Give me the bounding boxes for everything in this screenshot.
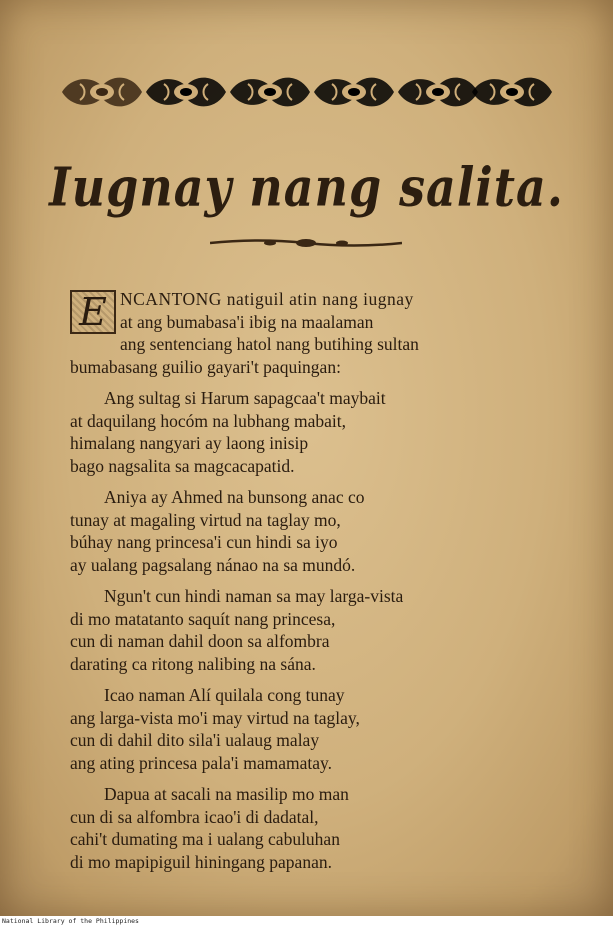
stanza-3	[70, 486, 540, 576]
poem-line: cun di sa alfombra icao'i di dadatal,	[70, 806, 319, 827]
poem-line: cahi't dumating ma i ualang cabuluhan	[70, 829, 340, 849]
poem-line: búhay nang princesa'i cun hindi sa iyo	[70, 532, 338, 552]
poem-line: himalang nangyari ay laong inisip	[70, 433, 309, 453]
poem-line: Dapua at sacali na masilip mo man	[104, 784, 349, 804]
stanza-5	[70, 684, 540, 774]
poem-line: Aniya ay Ahmed na bunsong anac co	[104, 487, 365, 507]
decorative-header-ornament	[62, 66, 552, 118]
source-credit: National Library of the Philippines	[2, 917, 139, 925]
poem-line: bago nagsalita sa magcacapatid.	[70, 455, 295, 476]
poem-line: di mo mapipiguil hiningang papanan.	[70, 851, 332, 872]
decorative-divider	[210, 236, 402, 250]
poem-line: Ngun't cun hindi naman sa may larga-vista	[104, 586, 404, 606]
poem-line: NCANTONG natiguil atin nang iugnay	[120, 289, 414, 309]
poem-line: ang sentenciang hatol nang butihing sultan	[120, 334, 419, 354]
poem-line: ay ualang pagsalang nánao na sa mundó.	[70, 554, 356, 575]
poem-line: cun di naman dahil doon sa alfombra	[70, 631, 330, 651]
poem-line: di mo matatanto saquít nang princesa,	[70, 608, 336, 629]
stanza-1	[70, 288, 540, 378]
stanza-2	[70, 387, 540, 477]
poem-line: Ang sultag si Harum sapagcaa't maybait	[104, 388, 386, 408]
poem-line: tunay at magaling virtud na taglay mo,	[70, 509, 341, 530]
poem-line: bumabasang guilio gayari't paquingan:	[70, 356, 341, 377]
poem-line: ang ating princesa pala'i mamamatay.	[70, 752, 332, 773]
poem-line: Icao naman Alí quilala cong tunay	[104, 685, 345, 705]
stanza-4	[70, 585, 540, 675]
poem-line: ang larga-vista mo'i may virtud na taglay,	[70, 707, 360, 728]
drop-cap-letter: E	[70, 290, 116, 334]
poem-line: at daquilang hocóm na lubhang mabait,	[70, 410, 347, 431]
stanza-6	[70, 783, 540, 873]
poem-line: cun di dahil dito sila'i ualaug malay	[70, 730, 320, 750]
page-title: Iugnay nang salita.	[49, 155, 564, 219]
poem-body	[70, 288, 540, 882]
poem-line: darating ca ritong nalibing na sána.	[70, 653, 316, 674]
poem-line: at ang bumabasa'i ibig na maalaman	[120, 311, 374, 332]
